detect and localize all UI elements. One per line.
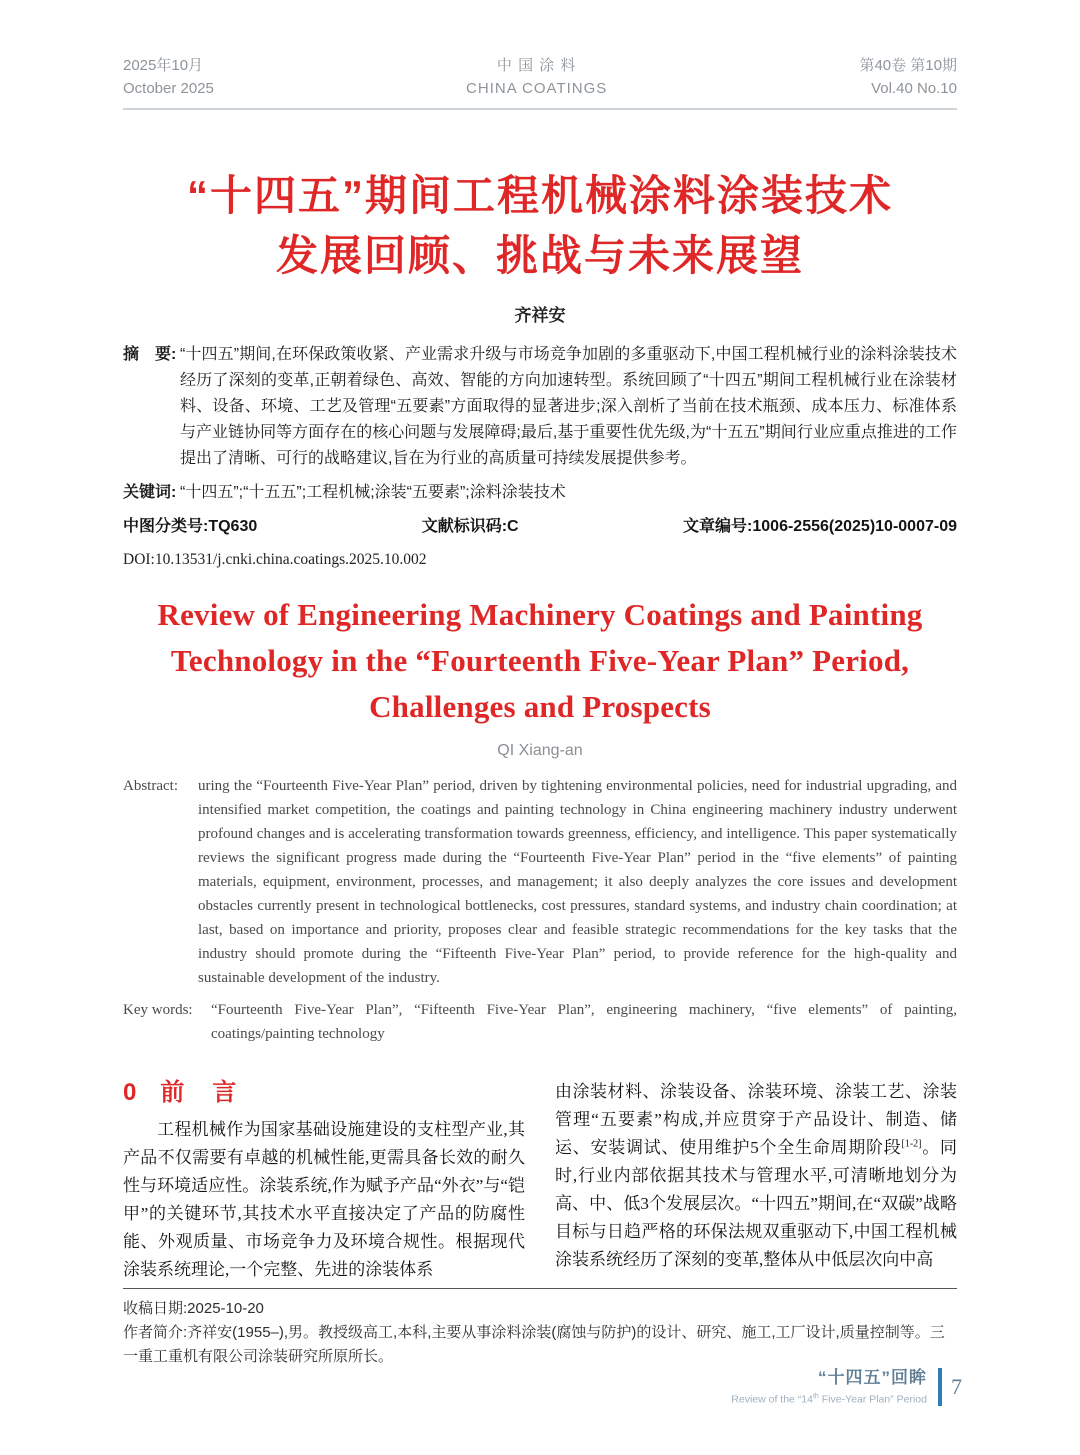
article-meta-row <box>123 516 957 538</box>
keywords-cn <box>123 480 957 506</box>
abstract-cn-text: “十四五”期间,在环保政策收紧、产业需求升级与市场竞争加剧的多重驱动下,中国工程机械行业的涂料涂装技术经历了深刻的变革,正朝着绿色、高效、智能的方向加速转型。系统回顾了“十四五”期间工程机械行业在涂装材料、设备、环境、工艺及管理“五要素”方面取得的显著进步;深入剖析了当前在技术瓶颈、成本压力、标准体系与产业链协同等方面存在的核心问题与发展障碍;最后,基于重要性优先级,为“十五五”期间行业应重点推进的工作提出了清晰、可行的战略建议,旨在为行业的高质量可持续发展提供参考。 <box>180 346 957 467</box>
volume-issue-en: Vol.40 No.10 <box>871 80 957 97</box>
journal-name-en: CHINA COATINGS <box>466 80 608 97</box>
article-title-en-line1: Review of Engineering Machinery Coatings and Painting <box>157 597 923 632</box>
intro-right-text-1: 由涂装材料、涂装设备、涂装环境、涂装工艺、涂装管理“五要素”构成,并应贯穿于产品设计、制造、储运、安装调试、使用维护5个全生命周期阶段 <box>555 1082 957 1157</box>
body-column-left <box>123 1078 525 1284</box>
article-number: 文章编号:1006-2556(2025)10-0007-09 <box>683 518 957 535</box>
footer-divider-bar <box>938 1368 942 1406</box>
article-title-cn-line2: 发展回顾、挑战与未来展望 <box>275 232 804 279</box>
masthead-volume-issue <box>859 54 957 100</box>
footer-section-name <box>731 1368 927 1407</box>
issue-date-en: October 2025 <box>123 80 214 97</box>
keywords-en-text: “Fourteenth Five-Year Plan”, “Fifteenth Five-Year Plan”, engineering machinery, “five elements” of painting, coatings/painting technology <box>211 1002 957 1042</box>
body-column-right <box>555 1078 957 1284</box>
abstract-en-text: uring the “Fourteenth Five-Year Plan” period, driven by tightening environmental policies, need for industrial upgrading, and intensified market competition, the coatings and painting technology in China engineering machinery industry underwent profound changes and is accelerating transformation towards greenness, efficiency, and intelligence. This paper systematically reviews the significant progress made during the “Fourteenth Five-Year Plan” period in the “five elements” of painting materials, equipment, environment, processes, and management; it also deeply analyzes the core issues and development obstacles currently present in technological bottlenecks, cost pressures, standard systems, and industry chain coordination; at last, based on importance and priority, proposes clear and feasible strategic recommendations for the key tasks that the industry should promote during the “Fifteenth Five-Year Plan” period, to provide reference for the high-quality and sustainable development of the industry. <box>198 778 957 986</box>
keywords-en <box>123 998 957 1046</box>
footer-section-en-sup: th <box>812 1393 819 1400</box>
volume-issue-cn: 第40卷 第10期 <box>859 57 957 74</box>
abstract-cn-label: 摘 要: <box>123 346 177 363</box>
masthead-issue-date <box>123 54 214 100</box>
article-title-en-line3: Challenges and Prospects <box>369 689 711 724</box>
intro-paragraph-right <box>555 1078 957 1274</box>
footnote-block <box>123 1288 957 1369</box>
body-columns <box>123 1078 957 1284</box>
article-title-en-line2: Technology in the “Fourteenth Five-Year Plan” Period, <box>170 643 910 678</box>
masthead-journal-name <box>466 54 607 100</box>
author-bio: 作者简介:齐祥安(1955–),男。教授级高工,本科,主要从事涂料涂装(腐蚀与防护)的设计、研究、施工,工厂设计,质量控制等。三一重工重机有限公司涂装研究所原所长。 <box>123 1324 945 1365</box>
footer-section-en-post: Five-Year Plan” Period <box>818 1393 927 1406</box>
issue-date-cn: 2025年10月 <box>123 57 204 74</box>
page-footer <box>731 1368 962 1407</box>
section-heading-intro <box>123 1078 525 1108</box>
journal-masthead <box>123 0 957 110</box>
page-number: 7 <box>951 1374 962 1400</box>
citation-ref: [1-2] <box>901 1138 922 1150</box>
intro-paragraph-left: 工程机械作为国家基础设施建设的支柱型产业,其产品不仅需要有卓越的机械性能,更需具备长效的耐久性与环境适应性。涂装系统,作为赋予产品“外衣”与“铠甲”的关键环节,其技术水平直接决定了产品的防腐性能、外观质量、市场竞争力及环境合规性。根据现代涂装系统理论,一个完整、先进的涂装体系 <box>123 1120 525 1279</box>
clc-number: 中图分类号:TQ630 <box>123 518 258 535</box>
footer-section-en-pre: Review of the “14 <box>731 1393 813 1406</box>
received-date: 收稿日期:2025-10-20 <box>123 1300 264 1317</box>
keywords-cn-label: 关键词: <box>123 484 177 501</box>
article-title-en <box>123 592 957 730</box>
section-title: 前 言 <box>160 1079 239 1106</box>
footer-section-en <box>731 1390 927 1407</box>
doi: DOI:10.13531/j.cnki.china.coatings.2025.10.002 <box>123 551 427 568</box>
abstract-cn <box>123 342 957 472</box>
author-name-cn: 齐祥安 <box>514 306 566 325</box>
intro-right-text-2: 。同时,行业内部依据其技术与管理水平,可清晰地划分为高、中、低3个发展层次。“十四五”期间,在“双碳”战略目标与日趋严格的环保法规双重驱动下,中国工程机械涂装系统经历了深刻的变革,整体从中低层次向中高 <box>555 1138 957 1269</box>
keywords-cn-text: “十四五”;“十五五”;工程机械;涂装“五要素”;涂料涂装技术 <box>180 484 566 501</box>
article-title-cn-line1: “十四五”期间工程机械涂料涂装技术 <box>186 172 893 219</box>
keywords-en-label: Key words: <box>123 1002 193 1018</box>
abstract-en <box>123 774 957 990</box>
document-code: 文献标识码:C <box>421 518 519 535</box>
article-title-cn <box>123 166 957 286</box>
section-number: 0 <box>123 1079 137 1106</box>
author-name-en: QI Xiang-an <box>497 742 583 759</box>
journal-name-cn: 中 国 涂 料 <box>496 57 577 74</box>
abstract-en-label: Abstract: <box>123 778 178 794</box>
footer-section-cn: “十四五”回眸 <box>818 1368 927 1387</box>
